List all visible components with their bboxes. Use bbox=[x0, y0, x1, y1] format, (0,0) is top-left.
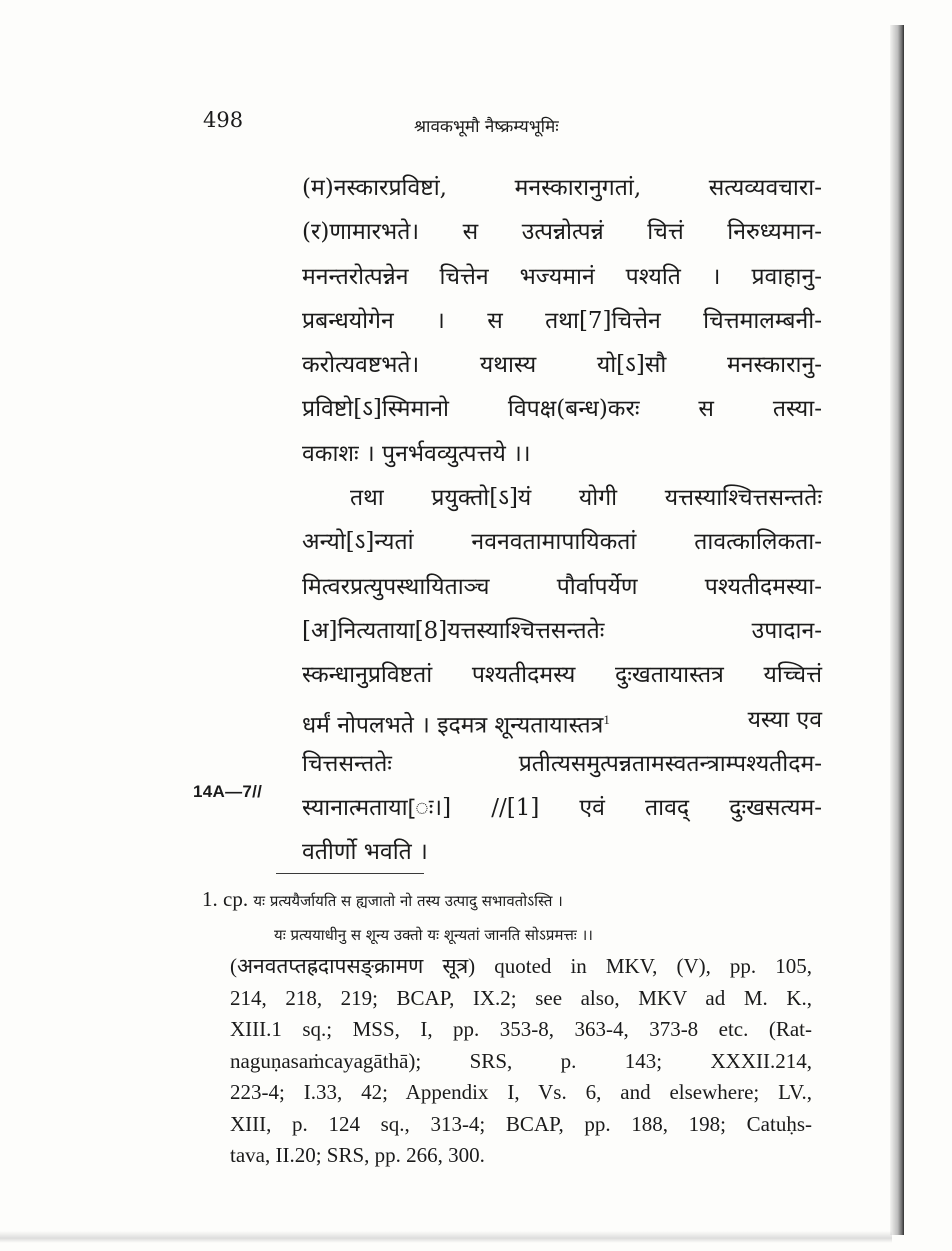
text-line: स्कन्धानुप्रविष्टतां पश्यतीदमस्य दुःखतायास्तत्र यच्चित्तं bbox=[302, 662, 822, 689]
footnote-line: tava, II.20; SRS, pp. 266, 300. bbox=[230, 1143, 485, 1167]
footnote-verse-line: यः प्रत्ययैर्जायति स ह्यजातो नो तस्य उत्पादु सभावतोऽस्ति । bbox=[253, 892, 563, 910]
main-text-block bbox=[302, 166, 822, 875]
page-bottom-edge bbox=[0, 1231, 892, 1243]
text-line: करोत्यवष्टभते। यथास्य यो[ऽ]सौ मनस्कारानु- bbox=[302, 352, 822, 379]
footnote-number: 1. bbox=[202, 887, 218, 911]
footnote-verse-line: यः प्रत्ययाधीनु स शून्य उक्तो यः शून्यतां जानति सोऽप्रमत्तः ।। bbox=[274, 925, 593, 944]
footnote-line: (अनवतप्तह्रदापसङ्क्रामण सूत्र) quoted in MKV, (V), pp. 105, bbox=[230, 954, 812, 978]
text-line: वतीर्णो भवति । bbox=[302, 839, 428, 866]
footnote-marker: 1 bbox=[603, 711, 610, 727]
text-line: (र)णामारभते। स उत्पन्नोत्पन्नं चित्तं निरुध्यमान- bbox=[302, 219, 822, 246]
text-line: प्रबन्धयोगेन । स तथा[7]चित्तेन चित्तमालम्बनी- bbox=[302, 307, 822, 334]
footnote-line: 223-4; I.33, 42; Appendix I, Vs. 6, and elsewhere; LV., bbox=[230, 1080, 812, 1104]
text-segment: यस्या एव bbox=[747, 706, 822, 733]
text-line: स्यानात्मताया[ः।] //[1] एवं तावद् दुःखसत्यम- bbox=[302, 795, 822, 822]
footnote-block bbox=[202, 884, 812, 1172]
text-line: मनन्तरोत्पन्नेन चित्तेन भज्यमानं पश्यति । प्रवाहानु- bbox=[302, 263, 822, 290]
footnote-verse-row bbox=[202, 918, 812, 952]
page-number: 498 bbox=[203, 108, 244, 132]
text-line: प्रविष्टो[ऽ]स्मिमानो विपक्ष(बन्ध)करः स तस्या- bbox=[302, 396, 822, 423]
text-line: वकाशः । पुनर्भवव्युत्पत्तये ।। bbox=[302, 440, 531, 467]
footnote-first-line bbox=[202, 884, 812, 918]
footnote-line: XIII.1 sq.; MSS, I, pp. 353-8, 363-4, 373-8 etc. (Rat- bbox=[230, 1017, 812, 1041]
text-line: अन्यो[ऽ]न्यतां नवनवतामापायिकतां तावत्कालिकता- bbox=[302, 529, 822, 556]
text-line: चित्तसन्ततेः प्रतीत्यसमुत्पन्नतामस्वतन्त्राम्पश्यतीदम- bbox=[302, 750, 822, 777]
footnote-cp: cp. bbox=[223, 887, 249, 911]
footnote-line: 214, 218, 219; BCAP, IX.2; see also, MKV ad M. K., bbox=[230, 985, 812, 1010]
text-line-with-footnote-mark bbox=[302, 698, 822, 742]
footnote-line: naguṇasaṁcayagāthā); SRS, p. 143; XXXII.214, bbox=[230, 1048, 812, 1073]
running-header: श्रावकभूमौ नैष्क्रम्यभूमिः bbox=[414, 117, 559, 137]
manuscript-folio-reference: 14A—7// bbox=[193, 782, 263, 801]
text-line: मित्वरप्रत्युपस्थायिताञ्च पौर्वापर्येण पश्यतीदमस्या- bbox=[302, 573, 822, 600]
footnote-separator bbox=[276, 873, 424, 874]
text-line: [अ]नित्यताया[8]यत्तस्याश्चित्तसन्ततेः उपादान- bbox=[302, 617, 822, 644]
text-line: (म)नस्कारप्रविष्टां, मनस्कारानुगतां, सत्यव्यवचारा- bbox=[302, 175, 822, 201]
page-binding-edge bbox=[890, 25, 904, 1235]
paragraph-start-line: तथा प्रयुक्तो[ऽ]यं योगी यत्तस्याश्चित्तसन्ततेः bbox=[350, 485, 822, 512]
text-segment: धर्मं नोपलभते । इदमत्र शून्यतायास्तत्र bbox=[302, 712, 604, 739]
footnote-line: XIII, p. 124 sq., 313-4; BCAP, pp. 188, 198; Catuḥs- bbox=[230, 1111, 812, 1136]
